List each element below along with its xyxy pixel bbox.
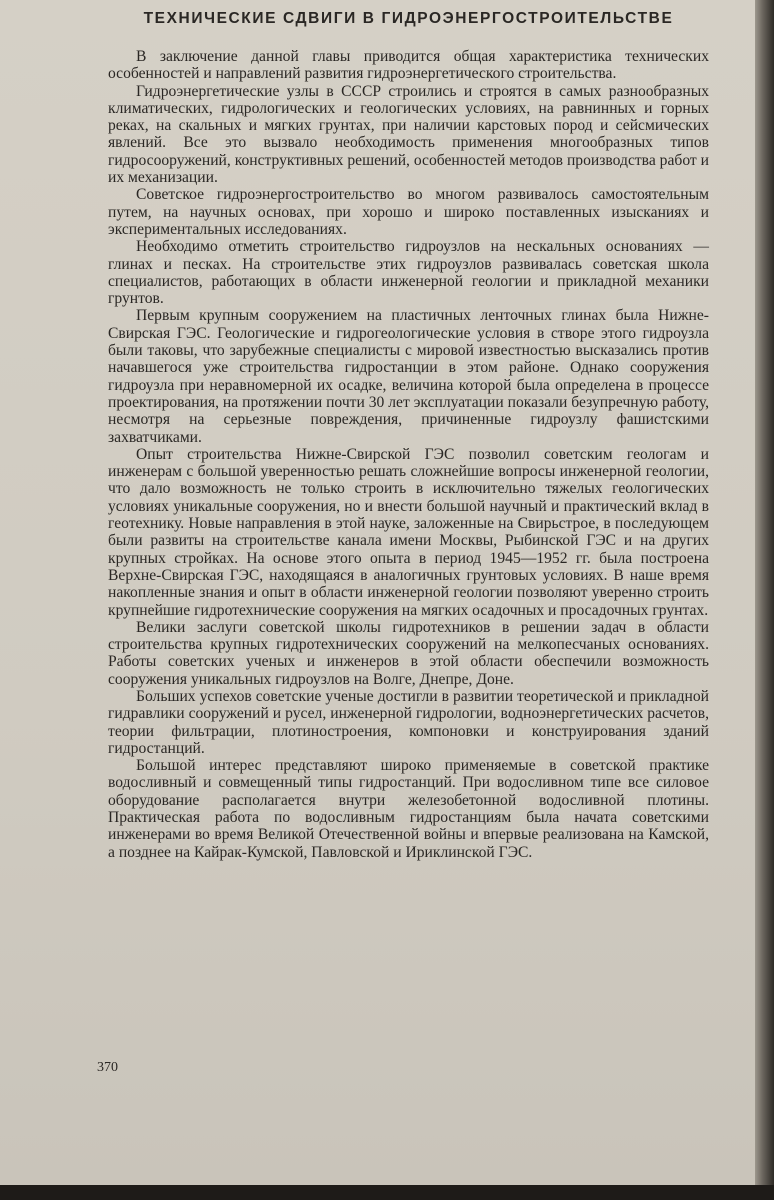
bottom-edge-shadow	[0, 1185, 774, 1200]
page-edge-shadow	[755, 0, 774, 1200]
paragraph: Больших успехов советские ученые достигли в развитии теоретической и прикладной гидравлики сооружений и русел, инженерной гидрологии, водноэнергетических расчетов, теории фильтрации, плотиностроения, компоновки и конструирования зданий гидростанций.	[108, 687, 709, 757]
paragraph: Большой интерес представляют широко применяемые в советской практике водосливный и совмещенный типы гидростанций. При водосливном типе все силовое оборудование располагается внутри железобетонной водосливной плотины. Практическая работа по водосливным гидростанциям была начата советскими инженерами во время Великой Отечественной войны и впервые реализована на Камской, а позднее на Кайрак-Кумской, Павловской и Ириклинской ГЭС.	[108, 757, 709, 861]
paragraph: Советское гидроэнергостроительство во многом развивалось самостоятельным путем, на научных основах, при хорошо и широко поставленных изысканиях и экспериментальных исследованиях.	[108, 186, 709, 238]
paragraph: Необходимо отметить строительство гидроузлов на нескальных основаниях — глинах и песках. На строительстве этих гидроузлов развивалась советская школа специалистов, работающих в области инженерной геологии и прикладной механики грунтов.	[108, 238, 709, 308]
paragraph: Опыт строительства Нижне-Свирской ГЭС позволил советским геологам и инженерам с большой уверенностью решать сложнейшие вопросы инженерной геологии, что дало возможность не только строить в исключительно тяжелых геологических условиях уникальные сооружения, но и внести большой научный и практический вклад в геотехнику. Новые направления в этой науке, заложенные на Свирьстрое, в последующем были развиты на строительстве канала имени Москвы, Рыбинской ГЭС и на других крупных стройках. На основе этого опыта в период 1945—1952 гг. была построена Верхне-Свирская ГЭС, находящаяся в аналогичных грунтовых условиях. В наше время накопленные знания и опыт в области инженерной геологии позволяют уверенно строить крупнейшие гидротехнические сооружения на мягких осадочных и просадочных грунтах.	[108, 445, 709, 619]
body-text	[108, 48, 709, 861]
paragraph: В заключение данной главы приводится общая характеристика технических особенностей и направлений развития гидроэнергетического строительства.	[108, 48, 709, 83]
paragraph: Гидроэнергетические узлы в СССР строились и строятся в самых разнообразных климатических, гидрологических и геологических условиях, на равнинных и горных реках, на скальных и мягких грунтах, при наличии карстовых пород и сейсмических явлений. Все это вызвало необходимость применения многообразных типов гидросооружений, конструктивных решений, особенностей методов производства работ и их механизации.	[108, 82, 709, 187]
paragraph: Велики заслуги советской школы гидротехников в решении задач в области строительства крупных гидротехнических сооружений на мелкопесчаных основаниях. Работы советских ученых и инженеров в этой области обеспечили возможность сооружения уникальных гидроузлов на Волге, Днепре, Доне.	[108, 618, 709, 688]
page-number: 370	[97, 1060, 118, 1075]
paragraph: Первым крупным сооружением на пластичных ленточных глинах была Нижне-Свирская ГЭС. Геологические и гидрогеологические условия в створе этого гидроузла были таковы, что зарубежные специалисты с мировой известностью высказались против начавшегося уже строительства гидростанции в этом районе. Однако сооружения гидроузла при неравномерной их осадке, величина которой была определена в процессе проектирования, на протяжении почти 30 лет эксплуатации показали безупречную работу, несмотря на серьезные повреждения, причиненные гидроузлу фашистскими захватчиками.	[108, 307, 709, 446]
section-heading: ТЕХНИЧЕСКИЕ СДВИГИ В ГИДРОЭНЕРГОСТРОИТЕЛЬСТВЕ	[143, 10, 674, 27]
